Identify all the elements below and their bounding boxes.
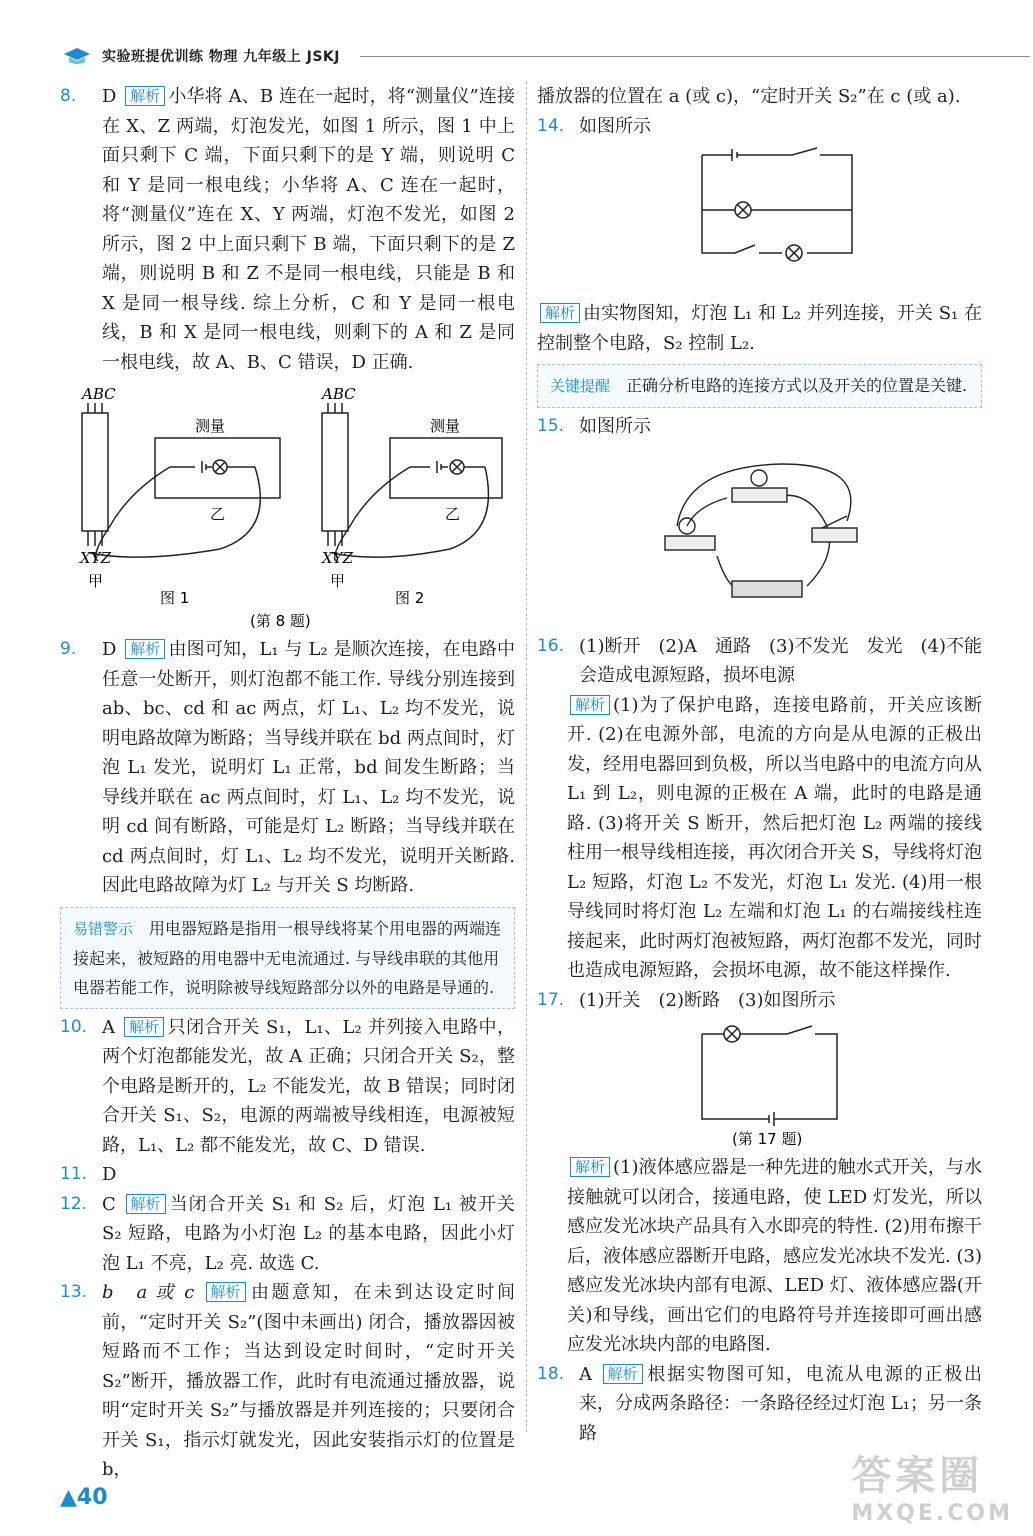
analysis-text: 由图可知，L₁ 与 L₂ 是顺次连接，在电路中任意一处断开，则灯泡都不能工作. 导线分别连接到 ab、bc、cd 和 ac 两点，灯 L₁、L₂ 均不发光，说明电路故障为断路；当导线并联在 bd 两点间时，灯泡 L₁ 发光，说明灯 L₁ 正常，bd 间发生断路；当导线并联在 ac 两点间时，灯 L₁、L₂ 均不发光，说明 cd 间有断路，可能是灯 L₂ 断路；当导线并联在 cd 两点间时，灯 L₁、L₂ 均不发光，说明开关断路. 因此电路故障为灯 L₂ 与开关 S 均断路. <box>102 639 515 896</box>
question-number: 14. <box>537 115 565 136</box>
fig8-jia-1: 甲 <box>88 572 104 590</box>
answer: A <box>579 1363 592 1385</box>
figure-8 <box>60 381 515 631</box>
answer: D <box>102 639 117 660</box>
column-divider <box>526 82 528 1432</box>
figure-15-drawing <box>537 446 982 628</box>
answer: (1)断开 (2)A 通路 (3)不发光 发光 (4)不能 会造成电源短路，损坏电源 <box>579 635 1000 686</box>
analysis-tag: 解析 <box>570 1157 610 1177</box>
question-number: 11. <box>60 1164 88 1184</box>
answer: C <box>102 1193 116 1215</box>
question-14-analysis <box>537 299 982 358</box>
key-tip-box <box>537 364 982 408</box>
figure-15 <box>537 446 982 628</box>
watermark <box>851 1444 1013 1526</box>
question-8 <box>60 82 515 377</box>
analysis-tag: 解析 <box>603 1364 643 1384</box>
question-11 <box>60 1160 515 1190</box>
fig8-fig1-label: 图 1 <box>160 589 190 607</box>
analysis-tag: 解析 <box>124 1017 164 1037</box>
fig8-caption: (第 8 题) <box>250 612 311 630</box>
watermark-line1: 答案圈 <box>851 1453 984 1499</box>
question-15 <box>537 412 982 442</box>
question-12 <box>60 1190 515 1279</box>
analysis-text: 由实物图知，灯泡 L₁ 和 L₂ 并列连接，开关 S₁ 在控制整个电路，S₂ 控制 L₂. <box>537 303 982 354</box>
fig8-meter-label-2: 测量 <box>430 417 461 435</box>
question-number: 12. <box>60 1193 88 1214</box>
question-14 <box>537 112 982 142</box>
question-13 <box>60 1278 515 1485</box>
key-tip-tag: 关键提醒 <box>550 377 611 395</box>
page-number-value: 40 <box>76 1485 108 1510</box>
question-number: 13. <box>60 1282 88 1302</box>
question-16 <box>537 632 1000 691</box>
fig8-meter-label-1: 测量 <box>195 417 226 435</box>
key-tip-text: 正确分析电路的连接方式以及开关的位置是关键. <box>626 376 968 395</box>
question-number: 10. <box>60 1016 88 1037</box>
figure-17 <box>537 1019 982 1149</box>
figure-17-drawing <box>537 1019 982 1149</box>
analysis-tag: 解析 <box>570 695 610 715</box>
page-number-arrow-icon: ▲ <box>60 1485 77 1510</box>
analysis-tag: 解析 <box>540 303 580 323</box>
analysis-tag: 解析 <box>125 639 165 659</box>
fig8-bottom-label-2: XYZ <box>322 549 354 567</box>
answer: A <box>102 1016 115 1038</box>
analysis-text: (1)液体感应器是一种先进的触水式开关，与水接触就可以闭合，接通电路，使 LED 灯发光，所以感应发光冰块产品具有入水即亮的特性. (2)用布擦干后，液体感应器断开电路，感应发光冰块不发光. (3)感应发光冰块内部有电源、LED 灯、液体感应器(开关)和导线，画出它们的电路符号并连接即可画出感应发光冰块内部的电路图. <box>567 1157 982 1355</box>
fig8-bottom-label-1: XYZ <box>80 549 112 567</box>
question-13-continued: 播放器的位置在 a (或 c)，“定时开关 S₂”在 c (或 a). <box>537 86 961 107</box>
watermark-line2: MXQE.COM <box>851 1501 1013 1526</box>
error-warning-text: 用电器短路是指用一根导线将某个用电器的两端连接起来，被短路的用电器中无电流通过. 与导线串联的其他用电器若能工作，说明除被导线短路部分以外的电路是导通的. <box>73 918 502 997</box>
error-warning-tag: 易错警示 <box>73 919 134 938</box>
right-column <box>537 82 1000 1448</box>
question-18 <box>537 1360 982 1449</box>
header-title: 实验班提优训练 物理 九年级上 JSKJ <box>102 49 340 65</box>
answer: D <box>102 1164 117 1185</box>
question-17 <box>537 986 982 1016</box>
question-10 <box>60 1013 515 1161</box>
analysis-text: 当闭合开关 S₁ 和 S₂ 后，灯泡 L₁ 被开关 S₂ 短路，电路为小灯泡 L₂ 的基本电路，因此小灯泡 L₁ 不亮，L₂ 亮. 故选 C. <box>102 1193 515 1274</box>
fig8-yi-1: 乙 <box>210 505 226 523</box>
analysis-tag: 解析 <box>126 1194 166 1214</box>
fig8-fig2-label: 图 2 <box>395 589 425 607</box>
question-17-analysis <box>537 1153 982 1360</box>
analysis-text: 由题意知，在未到达设定时间前，“定时开关 S₂”(图中未画出) 闭合，播放器因被短路而不工作；当达到设定时间时，“定时开关 S₂”断开，播放器工作，此时有电流通过播放器，说明“定时开关 S₂”与播放器是并列连接的；只要闭合开关 S₁，指示灯就发光，因此安装指示灯的位置是 b， <box>102 1282 516 1480</box>
question-16-analysis <box>537 691 982 986</box>
question-number: 17. <box>537 989 565 1010</box>
question-15-head: 如图所示 <box>579 416 651 437</box>
question-9 <box>60 635 515 901</box>
header-rule <box>360 56 1030 57</box>
fig8-yi-2: 乙 <box>445 505 461 523</box>
answer: b a 或 c <box>102 1282 195 1303</box>
question-14-head: 如图所示 <box>579 115 651 137</box>
figure-14 <box>537 145 982 295</box>
analysis-text: 根据实物图可知，电流从电源的正极出来，分成两条路径：一条路径经过灯泡 L₁；另一条路 <box>579 1363 982 1444</box>
answer: D <box>102 86 117 107</box>
page-header <box>60 40 980 70</box>
question-number: 18. <box>537 1363 565 1384</box>
figure-14-drawing <box>537 145 982 295</box>
page-number <box>60 1485 108 1510</box>
analysis-text: 小华将 A、B 连在一起时，将“测量仪”连接在 X、Z 两端，灯泡发光，如图 1 所示，图 1 中上面只剩下 C 端，下面只剩下的是 Y 端，则说明 C 和 Y 是同一根电线；小华将 A、C 连在一起时，将“测量仪”连在 X、Y 两端，灯泡不发光，如图 2 所示，图 2 中上面只剩下 B 端，下面只剩下的是 Z 端，则说明 B 和 Z 不是同一根电线，只能是 B 和 X 是同一根导线. 综上分析，C 和 Y 是同一根电线，B 和 X 是同一根电线，则剩下的 A 和 Z 是同一根电线，故 A、B、C 错误，D 正确. <box>102 86 515 373</box>
fig8-top-label-2: ABC <box>322 385 356 403</box>
fig8-top-label-1: ABC <box>82 385 116 403</box>
analysis-text: (1)为了保护电路，连接电路前，开关应该断开. (2)在电源外部，电流的方向是从电源的正极出发，经用电器回到负极，所以当电路中的电流方向从 L₁ 到 L₂，则电源的正极在 A 端，此时的电路是通路. (3)将开关 S 断开，然后把灯泡 L₂ 两端的接线柱用一根导线相连接，再次闭合开关 S，导线将灯泡 L₂ 短路，灯泡 L₂ 不发光，灯泡 L₁ 发光. (4)用一根导线同时将灯泡 L₂ 左端和灯泡 L₁ 的右端接线柱连接起来，此时两灯泡被短路，两灯泡都不发光，同时也造成电源短路，会损坏电源，故不能这样操作. <box>567 694 982 981</box>
question-number: 8. <box>60 86 77 106</box>
analysis-tag: 解析 <box>125 86 165 106</box>
figure-8-drawing <box>60 381 515 631</box>
answer: (1)开关 (2)断路 (3)如图所示 <box>579 989 836 1011</box>
question-number: 9. <box>60 639 77 659</box>
book-logo-icon <box>62 46 92 66</box>
analysis-text: 只闭合开关 S₁，L₁、L₂ 并列接入电路中，两个灯泡都能发光，故 A 正确；只闭合开关 S₂，整个电路是断开的，L₂ 不能发光，故 B 错误；同时闭合开关 S₁、S₂，电源的两端被导线相连，电源被短路，L₁、L₂ 都不能发光，故 C、D 错误. <box>102 1016 515 1156</box>
analysis-tag: 解析 <box>206 1282 246 1302</box>
fig8-jia-2: 甲 <box>330 572 346 590</box>
question-number: 15. <box>537 416 565 436</box>
question-number: 16. <box>537 635 565 656</box>
left-column <box>60 82 515 1485</box>
error-warning-box <box>60 907 515 1009</box>
fig17-caption: (第 17 题) <box>732 1130 803 1148</box>
